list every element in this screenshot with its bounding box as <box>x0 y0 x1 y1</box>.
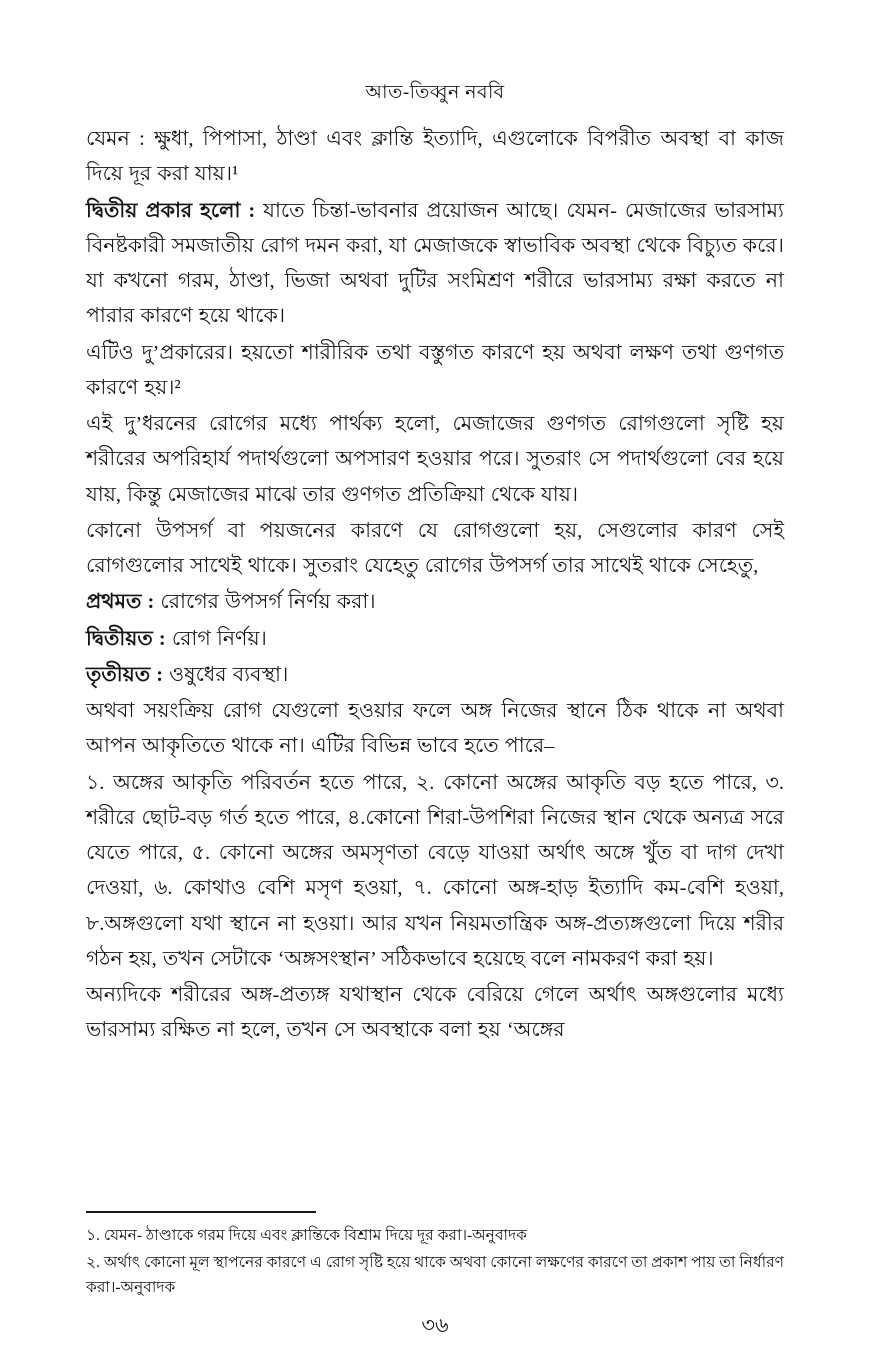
paragraph <box>86 514 784 585</box>
footnote-separator <box>86 1211 316 1213</box>
paragraph-lead: তৃতীয়ত : <box>86 663 170 686</box>
paragraph-lead: দ্বিতীয় প্রকার হলো : <box>86 199 264 222</box>
paragraph <box>86 585 784 620</box>
paragraph <box>86 407 784 513</box>
page-number: ৩৬ <box>421 1313 449 1337</box>
paragraph <box>86 194 784 335</box>
paragraph-text: ১. অঙ্গের আকৃতি পরিবর্তন হতে পারে, ২. কোনো অঙ্গের আকৃতি বড় হতে পারে, ৩. শরীরে ছোট-বড় গর্ত হতে পারে, ৪.কোনো শিরা-উপশিরা নিজের স্থান থেকে অন্যত্র সরে যেতে পারে, ৫. কোনো অঙ্গের অমসৃণতা বেড়ে যাওয়া অর্থাৎ অঙ্গে খুঁত বা দাগ দেখা দেওয়া, ৬. কোথাও বেশি মসৃণ হওয়া, ৭. কোনো অঙ্গ-হাড় ইত্যাদি কম-বেশি হওয়া, ৮.অঙ্গগুলো যথা স্থানে না হওয়া। আর যখন নিয়মতান্ত্রিক অঙ্গ-প্রত্যঙ্গগুলো দিয়ে শরীর গঠন হয়, তখন সেটাকে ‘অঙ্গসংস্থান’ সঠিকভাবে হয়েছে বলে নামকরণ করা হয়। <box>86 771 784 970</box>
paragraph-text: রোগ নির্ণয়। <box>171 627 267 650</box>
paragraph <box>86 978 784 1049</box>
footnote-area <box>86 1211 784 1302</box>
page-body <box>86 122 784 1049</box>
paragraph <box>86 622 784 657</box>
paragraph-text: রোগের উপসর্গ নির্ণয় করা। <box>160 591 376 614</box>
running-head: আত-তিব্বুন নববি <box>365 82 505 103</box>
paragraph-text: ওষুধের ব্যবস্থা। <box>169 663 289 686</box>
paragraph-text: যেমন : ক্ষুধা, পিপাসা, ঠাণ্ডা এবং ক্লান্তি ইত্যাদি, এগুলোকে বিপরীত অবস্থা বা কাজ দিয়ে দূর করা যায়।¹ <box>86 128 784 186</box>
paragraph <box>86 336 784 407</box>
paragraph <box>86 122 784 193</box>
paragraph <box>86 658 784 693</box>
paragraph-text: অন্যদিকে শরীরের অঙ্গ-প্রত্যঙ্গ যথাস্থান থেকে বেরিয়ে গেলে অর্থাৎ অঙ্গগুলোর মধ্যে ভারসাম্য রক্ষিত না হলে, তখন সে অবস্থাকে বলা হয় ‘অঙ্গের <box>86 984 784 1042</box>
footnote-item: ২. অর্থাৎ কোনো মূল স্থাপনের কারণে এ রোগ সৃষ্টি হয়ে থাকে অথবা কোনো লক্ষণের কারণে তা প্রকাশ পায় তা নির্ধারণ করা।-অনুবাদক <box>86 1253 784 1296</box>
paragraph-lead: প্রথমত : <box>86 591 161 614</box>
paragraph-lead: দ্বিতীয়ত : <box>86 627 172 650</box>
paragraph-text: অথবা সয়ংক্রিয় রোগ যেগুলো হওয়ার ফলে অঙ্গ নিজের স্থানে ঠিক থাকে না অথবা আপন আকৃতিতে থাকে না। এটির বিভিন্ন ভাবে হতে পারে– <box>86 700 784 758</box>
paragraph-text: কোনো উপসর্গ বা পয়জনের কারণে যে রোগগুলো হয়, সেগুলোর কারণ সেই রোগগুলোর সাথেই থাকে। সুতরাং যেহেতু রোগের উপসর্গ তার সাথেই থাকে সেহেতু, <box>86 519 784 577</box>
footnote-item: ১. যেমন- ঠাণ্ডাকে গরম দিয়ে এবং ক্লান্তিকে বিশ্রাম দিয়ে দূর করা।-অনুবাদক <box>86 1226 527 1244</box>
paragraph-text: যাতে চিন্তা-ভাবনার প্রয়োজন আছে। যেমন- মেজাজের ভারসাম্য বিনষ্টকারী সমজাতীয় রোগ দমন করা, যা মেজাজকে স্বাভাবিক অবস্থা থেকে বিচ্যুত করে। যা কখনো গরম, ঠাণ্ডা, ভিজা অথবা দুটির সংমিশ্রণ শরীরে ভারসাম্য রক্ষা করতে না পারার কারণে হয়ে থাকে। <box>86 199 784 328</box>
paragraph-text: এটিও দু’প্রকারের। হয়তো শারীরিক তথা বস্তুগত কারণে হয় অথবা লক্ষণ তথা গুণগত কারণে হয়।² <box>86 341 784 399</box>
paragraph-text: এই দু’ধরনের রোগের মধ্যে পার্থক্য হলো, মেজাজের গুণগত রোগগুলো সৃষ্টি হয় শরীরের অপরিহার্য পদার্থগুলো অপসারণ হওয়ার পরে। সুতরাং সে পদার্থগুলো বের হয়ে যায়, কিন্তু মেজাজের মাঝে তার গুণগত প্রতিক্রিয়া থেকে যায়। <box>86 413 784 506</box>
paragraph <box>86 694 784 765</box>
paragraph <box>86 766 784 978</box>
